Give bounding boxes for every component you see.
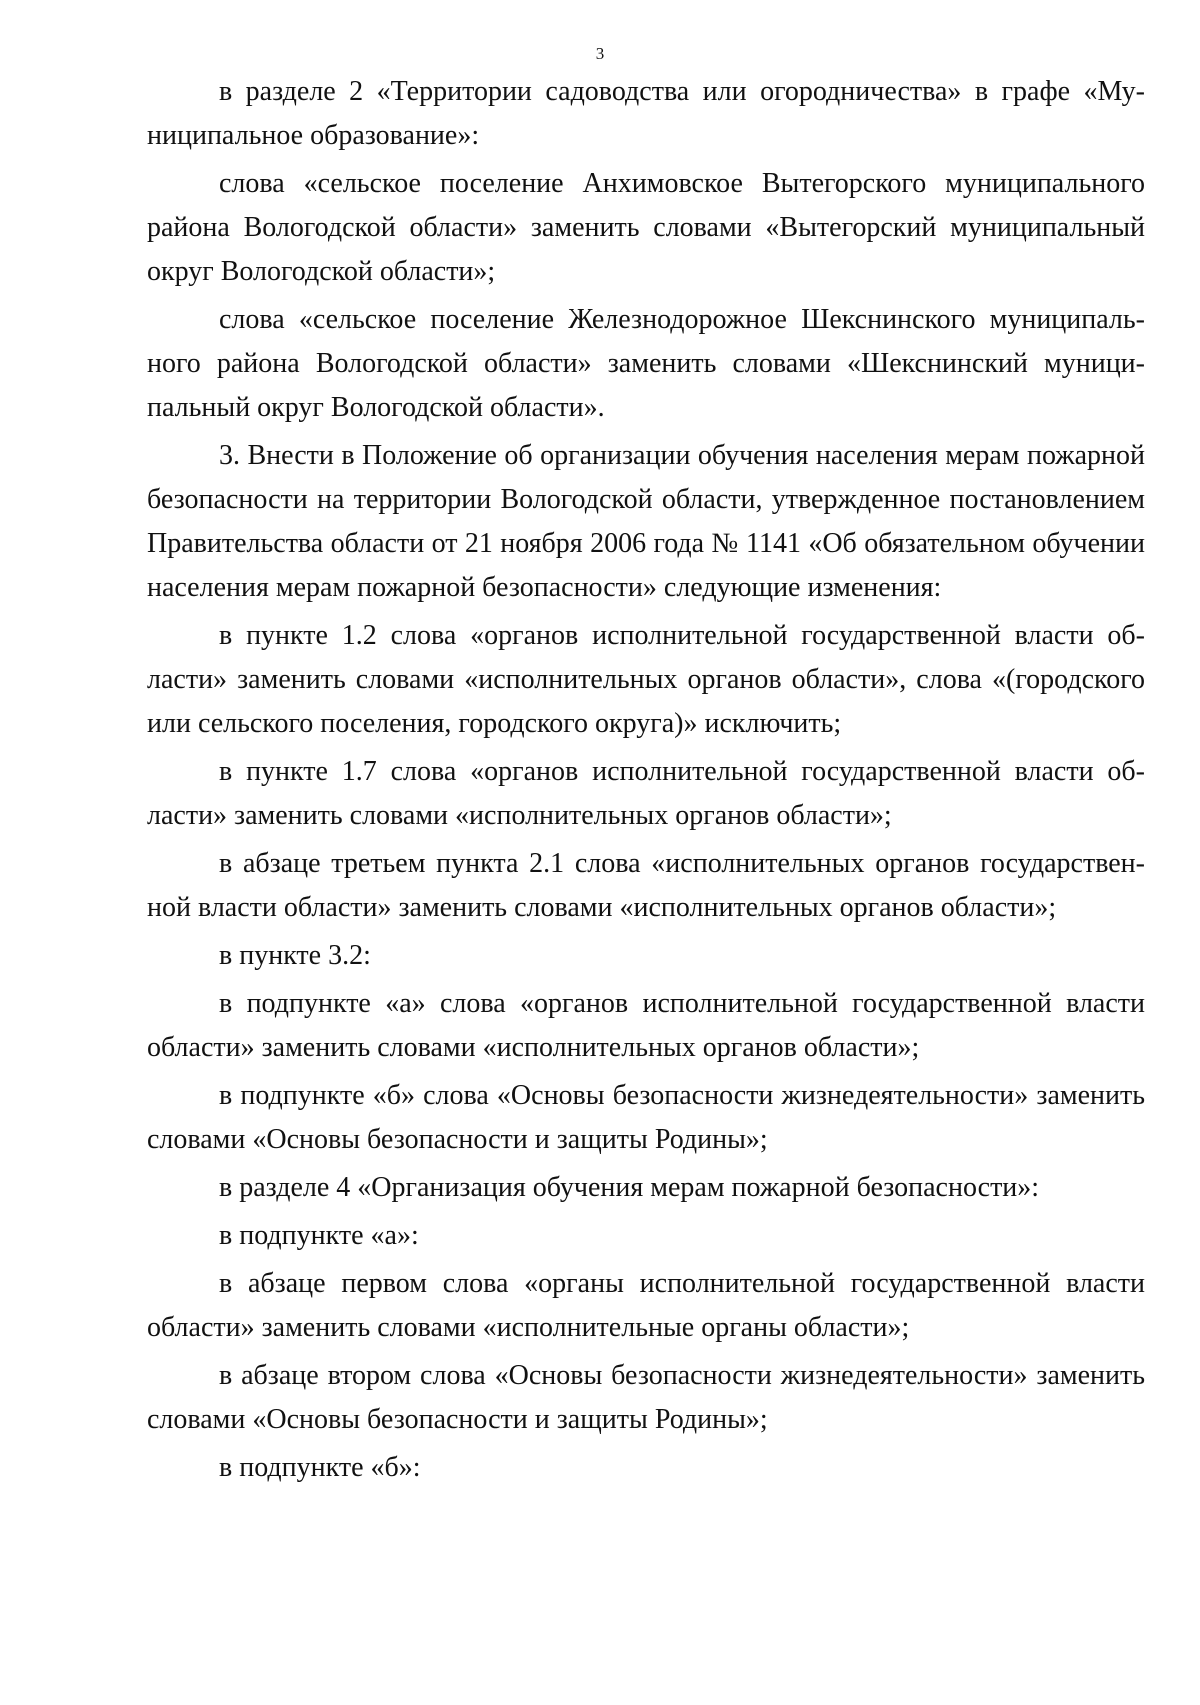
paragraph: в пункте 1.7 слова «органов исполнительной государственной власти области» заменить словами «исполнительных органов области»; (147, 756, 1145, 831)
paragraph: в абзаце втором слова «Основы безопасности жизнедеятельности» заменить словами «Основы безопасности и защиты Родины»; (147, 1360, 1145, 1435)
paragraph: в пункте 1.2 слова «органов исполнительной государственной власти области» заменить словами «исполнительных органов области», слова «(городского или сельского поселения, городского округа)» исключить; (147, 620, 1145, 739)
paragraph: в подпункте «а»: (219, 1220, 419, 1251)
paragraph: в подпункте «б» слова «Основы безопасности жизнедеятельности» заменить словами «Основы безопасности и защиты Родины»; (147, 1080, 1145, 1155)
document-body (147, 70, 1145, 1494)
paragraph: в подпункте «б»: (219, 1452, 421, 1483)
paragraph: в абзаце первом слова «органы исполнительной государственной власти области» заменить словами «исполнительные органы области»; (147, 1268, 1145, 1343)
paragraph: в разделе 4 «Организация обучения мерам пожарной безопасности»: (219, 1172, 1040, 1203)
paragraph: в разделе 2 «Территории садоводства или огородничества» в графе «Муниципальное образование»: (147, 76, 1145, 151)
paragraph: в подпункте «а» слова «органов исполнительной государственной власти области» заменить словами «исполнительных органов области»; (147, 988, 1145, 1063)
paragraph: в абзаце третьем пункта 2.1 слова «исполнительных органов государственной власти области» заменить словами «исполнительных органов области»; (147, 848, 1145, 923)
paragraph: в пункте 3.2: (219, 940, 371, 971)
paragraph: слова «сельское поселение Железнодорожное Шекснинского муниципального района Вологодской области» заменить словами «Шекснинский муниципальный округ Вологодской области». (147, 304, 1145, 423)
paragraph: 3. Внести в Положение об организации обучения населения мерам пожарной безопасности на территории Вологодской области, утвержденное постановлением Правительства области от 21 ноября 2006 года № 1141 «Об обязательном обучении населения мерам пожарной безопасности» следующие изменения: (147, 440, 1145, 603)
page-number: 3 (595, 44, 605, 63)
paragraph: слова «сельское поселение Анхимовское Вытегорского муниципального района Вологодской области» заменить словами «Вытегорский муниципальный округ Вологодской области»; (147, 168, 1145, 287)
